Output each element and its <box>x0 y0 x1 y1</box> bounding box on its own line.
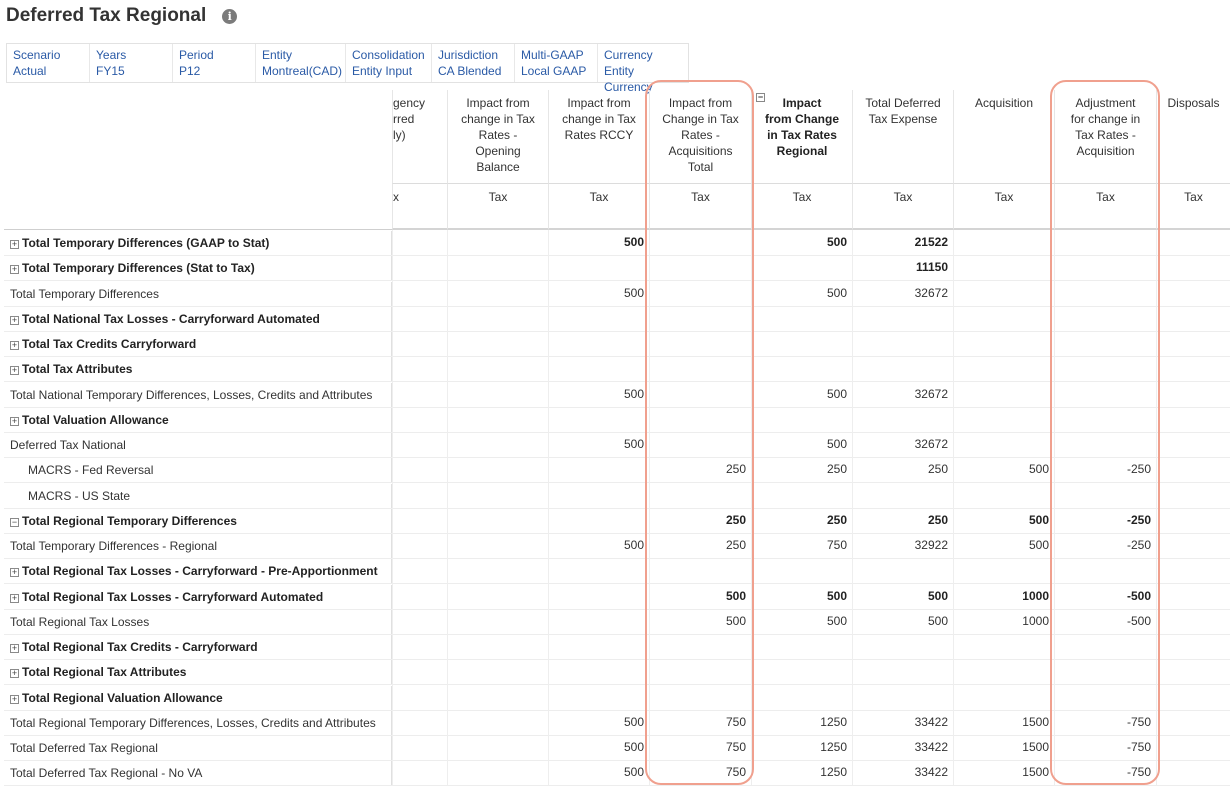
data-cell[interactable]: 1250 <box>820 714 847 729</box>
expand-icon[interactable]: + <box>11 592 18 603</box>
data-cell[interactable]: 250 <box>725 462 746 477</box>
table-row <box>4 282 1230 307</box>
pov-label: Years <box>96 48 127 62</box>
data-cell[interactable]: 500 <box>1028 512 1049 527</box>
data-cell[interactable]: -500 <box>1126 613 1151 628</box>
row-label[interactable] <box>10 640 258 654</box>
row-label-cell <box>4 534 392 558</box>
row-label-cell <box>4 458 392 482</box>
data-cell[interactable]: 1500 <box>1022 740 1049 754</box>
row-label[interactable] <box>10 564 378 578</box>
column-header-3[interactable]: Impact from Change in Tax Rates - Acquisitions Total <box>649 90 751 183</box>
column-divider <box>751 230 752 785</box>
expand-icon[interactable]: + <box>11 668 18 679</box>
row-label-text: Total Tax Credits Carryforward <box>22 337 197 351</box>
data-cell[interactable]: 500 <box>623 765 644 780</box>
data-cell[interactable]: -250 <box>1126 462 1151 477</box>
expand-icon[interactable]: + <box>11 693 18 704</box>
row-label-text: Total Tax Attributes <box>22 362 133 377</box>
data-cell[interactable]: 500 <box>826 588 847 603</box>
column-header-4[interactable]: Impact from Change in Tax Rates Regional − <box>751 90 852 183</box>
row-label-cell <box>4 484 392 508</box>
data-cell[interactable]: 33422 <box>914 740 948 754</box>
table-row <box>4 458 1230 483</box>
collapse-icon[interactable]: − <box>757 92 764 102</box>
data-cell[interactable]: 1250 <box>820 765 847 780</box>
table-row <box>4 635 1230 660</box>
pov-entity[interactable] <box>256 44 346 82</box>
column-divider <box>1156 230 1157 785</box>
row-label-cell <box>4 686 392 710</box>
expand-icon[interactable]: + <box>11 239 18 249</box>
pov-consolidation[interactable] <box>346 44 432 82</box>
expand-icon[interactable]: + <box>11 340 18 350</box>
row-label[interactable] <box>10 261 255 275</box>
pov-multi-gaap[interactable] <box>515 44 598 82</box>
row-label <box>10 741 158 755</box>
row-label-cell <box>4 660 392 684</box>
table-row <box>4 357 1230 382</box>
data-cell[interactable]: 500 <box>826 613 847 628</box>
data-cell[interactable]: 250 <box>927 462 948 477</box>
column-header-6[interactable]: Acquisition <box>953 90 1054 183</box>
column-divider <box>649 230 650 785</box>
row-label <box>28 489 130 503</box>
pov-value: Entity Currency <box>604 64 653 94</box>
row-label-text: Total Regional Temporary Differences <box>22 513 237 528</box>
row-label-text: Deferred Tax National <box>10 438 126 452</box>
column-header-8[interactable]: Disposals <box>1156 90 1230 183</box>
row-label <box>10 539 217 553</box>
pov-jurisdiction[interactable] <box>432 44 515 82</box>
data-cell[interactable]: 500 <box>1028 462 1049 477</box>
row-label-text: Total National Temporary Differences, Losses, Credits and Attributes <box>10 387 373 402</box>
data-cell[interactable]: 500 <box>623 740 644 754</box>
row-label-cell <box>4 761 392 785</box>
column-header-2[interactable]: Impact from change in Tax Rates RCCY <box>548 90 649 183</box>
row-label-text: Total Regional Valuation Allowance <box>22 690 223 705</box>
expand-icon[interactable]: + <box>11 415 18 426</box>
row-label-cell <box>4 635 392 659</box>
table-row <box>4 585 1230 610</box>
row-label-text: Total Regional Tax Losses - Carryforward Automated <box>22 589 324 604</box>
table-row <box>4 307 1230 332</box>
column-subheader-2: Tax <box>548 183 649 230</box>
row-label[interactable] <box>10 337 196 351</box>
row-label-cell <box>4 282 392 306</box>
column-header-5[interactable]: Total Deferred Tax Expense <box>852 90 953 183</box>
data-cell[interactable]: -250 <box>1126 538 1151 552</box>
column-divider <box>953 230 954 785</box>
data-cell[interactable]: 1500 <box>1022 714 1049 729</box>
table-row <box>4 660 1230 685</box>
data-cell[interactable]: 1000 <box>1022 613 1049 628</box>
row-label-cell <box>4 357 392 381</box>
page-header <box>6 2 237 30</box>
row-label-text: Total Temporary Differences (Stat to Tax) <box>22 261 255 276</box>
data-cell[interactable]: 500 <box>725 613 746 628</box>
data-cell[interactable]: 32922 <box>914 538 948 552</box>
row-label <box>10 438 126 452</box>
pov-value: P12 <box>179 64 201 78</box>
data-cell[interactable]: 33422 <box>914 765 948 780</box>
row-label-cell <box>4 585 392 609</box>
row-label-cell <box>4 610 392 634</box>
row-label[interactable] <box>10 312 320 326</box>
data-cell[interactable]: 500 <box>927 588 948 603</box>
expand-icon[interactable]: + <box>11 643 18 653</box>
row-label <box>10 615 149 629</box>
pov-period[interactable] <box>173 44 256 82</box>
column-subheader-1: Tax <box>447 183 548 230</box>
pov-label: Multi-GAAP <box>521 48 584 62</box>
data-cell[interactable]: -750 <box>1126 765 1151 780</box>
column-headers <box>4 90 1230 230</box>
data-cell[interactable]: -500 <box>1126 588 1151 603</box>
column-divider <box>447 230 448 785</box>
column-divider <box>852 230 853 785</box>
data-cell[interactable]: 500 <box>826 235 847 249</box>
data-cell[interactable]: 500 <box>725 588 746 603</box>
pov-value: Local GAAP <box>521 64 587 78</box>
pov-years[interactable] <box>90 44 173 82</box>
row-label-cell <box>4 711 392 735</box>
row-header-area <box>4 90 392 230</box>
data-cell[interactable]: 500 <box>623 235 644 249</box>
row-label[interactable] <box>10 514 237 528</box>
pov-label: Period <box>179 48 214 62</box>
table-row <box>4 408 1230 433</box>
row-label[interactable] <box>10 413 169 427</box>
row-label-text: Total Deferred Tax Regional <box>10 741 158 755</box>
column-subheader-4: Tax <box>751 183 852 230</box>
data-cell[interactable]: 750 <box>725 714 746 729</box>
pov-value: Actual <box>13 64 47 78</box>
pov-label: Jurisdiction <box>438 48 499 62</box>
row-label[interactable] <box>10 362 132 376</box>
row-label <box>10 287 159 301</box>
info-icon[interactable]: i <box>222 9 237 24</box>
table-row <box>4 534 1230 559</box>
column-header-0[interactable]: gency rred ly) <box>392 90 447 183</box>
row-label[interactable] <box>10 691 223 705</box>
row-label-cell <box>4 256 392 280</box>
pov-value: CA Blended <box>438 64 502 78</box>
pov-label: Currency <box>604 48 653 62</box>
data-cell[interactable]: 250 <box>927 512 948 527</box>
table-row <box>4 736 1230 761</box>
pov-scenario[interactable] <box>7 44 90 82</box>
data-cell[interactable]: 500 <box>826 437 847 451</box>
data-cell[interactable]: 1500 <box>1022 765 1049 780</box>
row-label-text: Total Regional Tax Losses <box>10 614 150 629</box>
data-cell[interactable]: 500 <box>826 386 847 401</box>
data-cell[interactable]: 11150 <box>915 260 948 275</box>
collapse-icon[interactable]: − <box>11 516 18 527</box>
table-row <box>4 711 1230 736</box>
row-label-text: Total Temporary Differences - Regional <box>10 539 217 553</box>
table-row <box>4 559 1230 584</box>
column-header-1[interactable]: Impact from change in Tax Rates - Opening Balance <box>447 90 548 183</box>
column-subheader-5: Tax <box>852 183 953 230</box>
row-label-text: Total Regional Temporary Differences, Losses, Credits and Attributes <box>10 715 376 730</box>
data-cell[interactable]: 500 <box>623 714 644 729</box>
expand-icon[interactable]: + <box>11 365 18 376</box>
row-label-cell <box>4 509 392 533</box>
pov-label: Scenario <box>13 48 61 62</box>
data-cell[interactable]: 750 <box>725 740 746 754</box>
row-label-text: Total Temporary Differences (GAAP to Stat) <box>22 236 270 250</box>
table-row <box>4 256 1230 281</box>
column-subheader-8: Tax <box>1156 183 1230 230</box>
pov-bar <box>6 43 689 94</box>
column-subheader-7: Tax <box>1054 183 1156 230</box>
data-cell[interactable]: 32672 <box>914 437 948 451</box>
table-row <box>4 383 1230 408</box>
row-label-text: Total Regional Tax Losses - Carryforward - Pre-Apportionment <box>22 564 378 579</box>
row-label-cell <box>4 307 392 331</box>
row-label <box>10 716 376 730</box>
expand-icon[interactable]: + <box>11 314 18 325</box>
row-label-cell <box>4 231 392 255</box>
table-row <box>4 231 1230 256</box>
pov-value: Entity Input <box>352 64 413 78</box>
row-label-cell <box>4 433 392 457</box>
row-label-cell <box>4 559 392 583</box>
data-cell[interactable]: 750 <box>725 765 746 780</box>
table-row <box>4 686 1230 711</box>
data-cell[interactable]: 21522 <box>914 235 948 249</box>
data-cell[interactable]: 250 <box>725 512 746 527</box>
data-cell[interactable]: 33422 <box>914 714 948 729</box>
page-title: Deferred Tax Regional <box>6 5 207 26</box>
pov-value: Montreal(CAD) <box>262 64 343 78</box>
column-subheader-3: Tax <box>649 183 751 230</box>
data-cell[interactable]: 250 <box>826 462 847 477</box>
data-cell[interactable]: 750 <box>826 538 847 552</box>
row-label-text: Total Valuation Allowance <box>22 412 169 427</box>
row-label-text: Total Deferred Tax Regional - No VA <box>10 766 203 781</box>
column-divider <box>392 230 393 785</box>
pov-label: Entity <box>262 48 293 62</box>
table-row <box>4 509 1230 534</box>
row-label-cell <box>4 332 392 356</box>
data-cell[interactable]: 500 <box>623 386 644 401</box>
pov-label: Consolidation <box>352 48 425 62</box>
row-label-cell <box>4 736 392 760</box>
column-divider <box>548 230 549 785</box>
data-cell[interactable]: 250 <box>725 538 746 552</box>
data-cell[interactable]: 500 <box>1028 538 1049 552</box>
row-label-text: MACRS - Fed Reversal <box>28 463 154 478</box>
table-row <box>4 761 1230 786</box>
column-header-7[interactable]: Adjustment for change in Tax Rates - Acquisition <box>1054 90 1156 183</box>
data-cell[interactable]: 500 <box>623 437 644 451</box>
column-divider <box>1054 230 1055 785</box>
row-label-text: Total Temporary Differences <box>10 286 159 301</box>
data-cell[interactable]: 500 <box>623 538 644 552</box>
expand-icon[interactable]: + <box>11 264 18 275</box>
table-row <box>4 332 1230 357</box>
row-label[interactable] <box>10 236 269 250</box>
data-cell[interactable]: 1000 <box>1022 588 1049 603</box>
row-label-cell <box>4 408 392 432</box>
row-label[interactable] <box>10 665 186 679</box>
data-cell[interactable]: 32672 <box>914 285 948 300</box>
row-label-text: Total Regional Tax Attributes <box>22 665 187 680</box>
row-label <box>28 463 153 477</box>
data-cell[interactable]: 500 <box>826 285 847 300</box>
data-cell[interactable]: 1250 <box>820 740 847 754</box>
data-cell[interactable]: -750 <box>1126 740 1151 754</box>
table-row <box>4 484 1230 509</box>
row-label[interactable] <box>10 590 323 604</box>
row-label <box>10 766 202 780</box>
row-label-text: MACRS - US State <box>28 488 131 503</box>
table-row <box>4 433 1230 458</box>
pov-currency[interactable] <box>598 44 688 94</box>
column-subheader-6: Tax <box>953 183 1054 230</box>
row-label-cell <box>4 383 392 407</box>
data-cell[interactable]: 250 <box>826 512 847 527</box>
data-cell[interactable]: -250 <box>1126 512 1151 527</box>
row-label-text: Total National Tax Losses - Carryforward Automated <box>22 311 320 326</box>
data-cell[interactable]: 32672 <box>914 386 948 401</box>
expand-icon[interactable]: + <box>11 567 18 578</box>
data-cell[interactable]: 500 <box>927 613 948 628</box>
row-label-text: Total Regional Tax Credits - Carryforward <box>22 640 258 654</box>
data-cell[interactable]: -750 <box>1126 714 1151 729</box>
row-label <box>10 388 372 402</box>
column-subheader-0: x <box>392 183 447 230</box>
data-cell[interactable]: 500 <box>623 285 644 300</box>
table-row <box>4 610 1230 635</box>
pov-value: FY15 <box>96 64 125 78</box>
